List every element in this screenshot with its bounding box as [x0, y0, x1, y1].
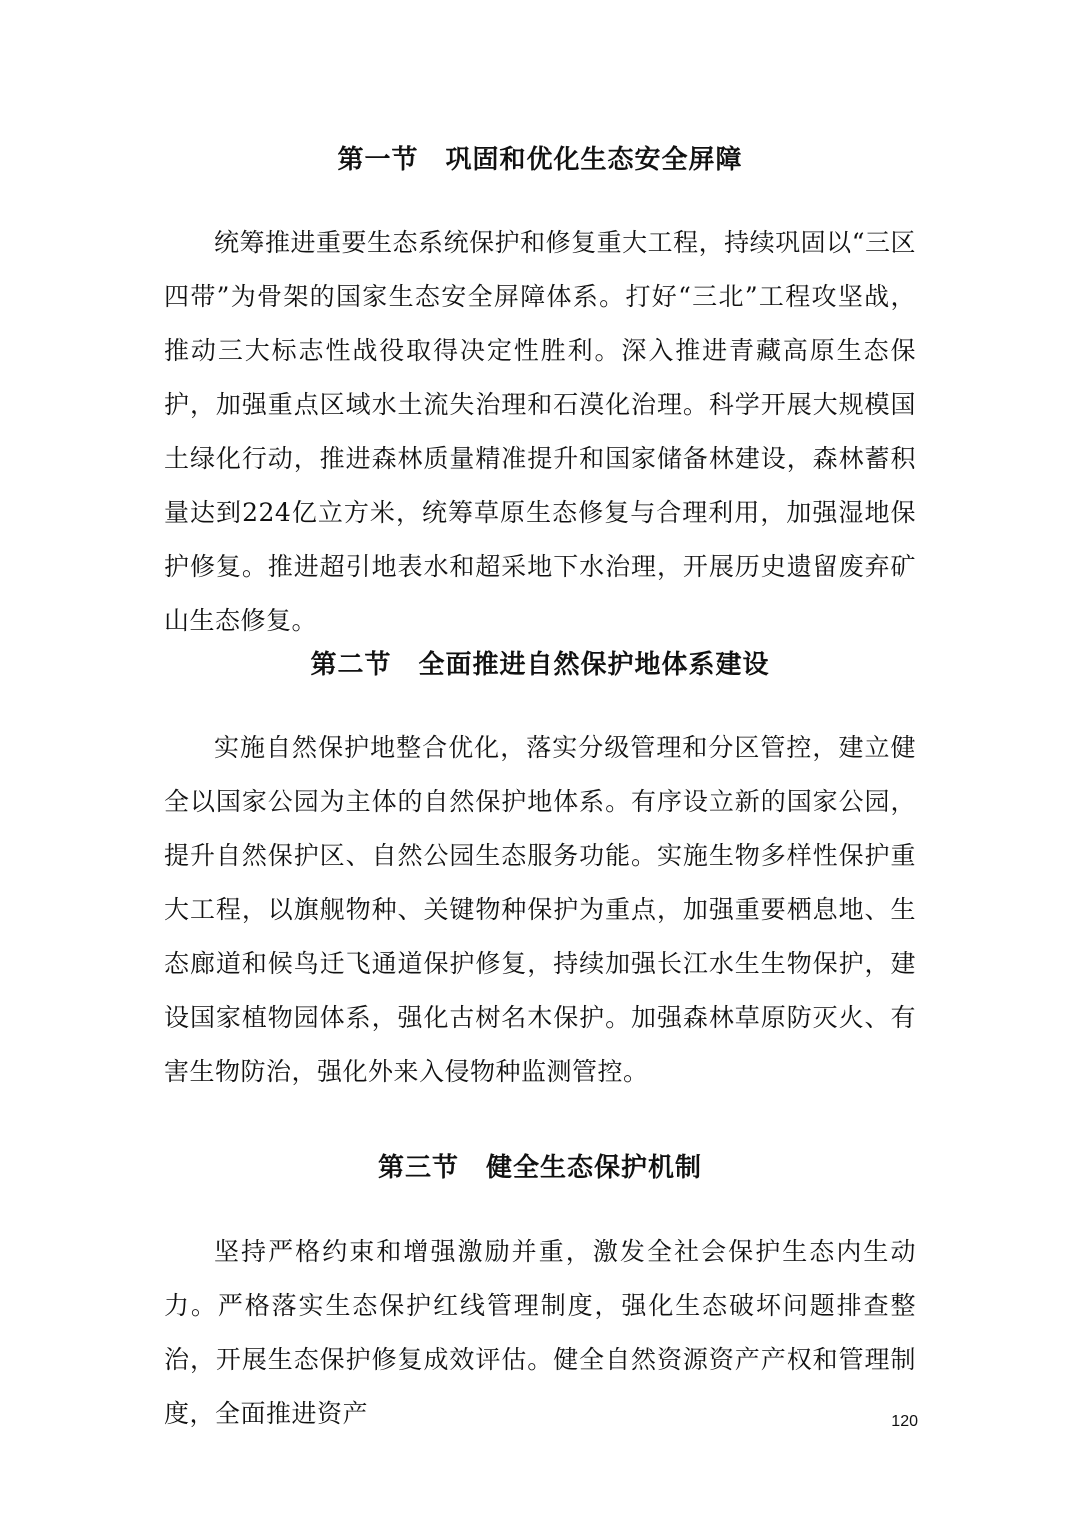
section-2-paragraph: 实施自然保护地整合优化，落实分级管理和分区管控，建立健全以国家公园为主体的自然保护地体系。有序设立新的国家公园，提升自然保护区、自然公园生态服务功能。实施生物多样性保护重大工程，以旗舰物种、关键物种保护为重点，加强重要栖息地、生态廊道和候鸟迁飞通道保护修复，持续加强长江水生生物保护，建设国家植物园体系，强化古树名木保护。加强森林草原防灭火、有害生物防治，强化外来入侵物种监测管控。: [164, 733, 916, 1086]
section-2-heading: 第二节 全面推进自然保护地体系建设: [310, 650, 770, 680]
section-3-paragraph: 坚持严格约束和增强激励并重，激发全社会保护生态内生动力。严格落实生态保护红线管理制度，强化生态破坏问题排查整治，开展生态保护修复成效评估。健全自然资源资产产权和管理制度，全面推进资产: [164, 1237, 916, 1428]
section-1-heading: 第一节 巩固和优化生态安全屏障: [337, 145, 743, 175]
page-number: 120: [891, 1413, 918, 1430]
section-3-heading: 第三节 健全生态保护机制: [377, 1153, 702, 1183]
section-1-paragraph: 统筹推进重要生态系统保护和修复重大工程，持续巩固以“三区四带”为骨架的国家生态安全屏障体系。打好“三北”工程攻坚战，推动三大标志性战役取得决定性胜利。深入推进青藏高原生态保护，加强重点区域水土流失治理和石漠化治理。科学开展大规模国土绿化行动，推进森林质量精准提升和国家储备林建设，森林蓄积量达到224亿立方米，统筹草原生态修复与合理利用，加强湿地保护修复。推进超引地表水和超采地下水治理，开展历史遗留废弃矿山生态修复。: [164, 228, 916, 635]
